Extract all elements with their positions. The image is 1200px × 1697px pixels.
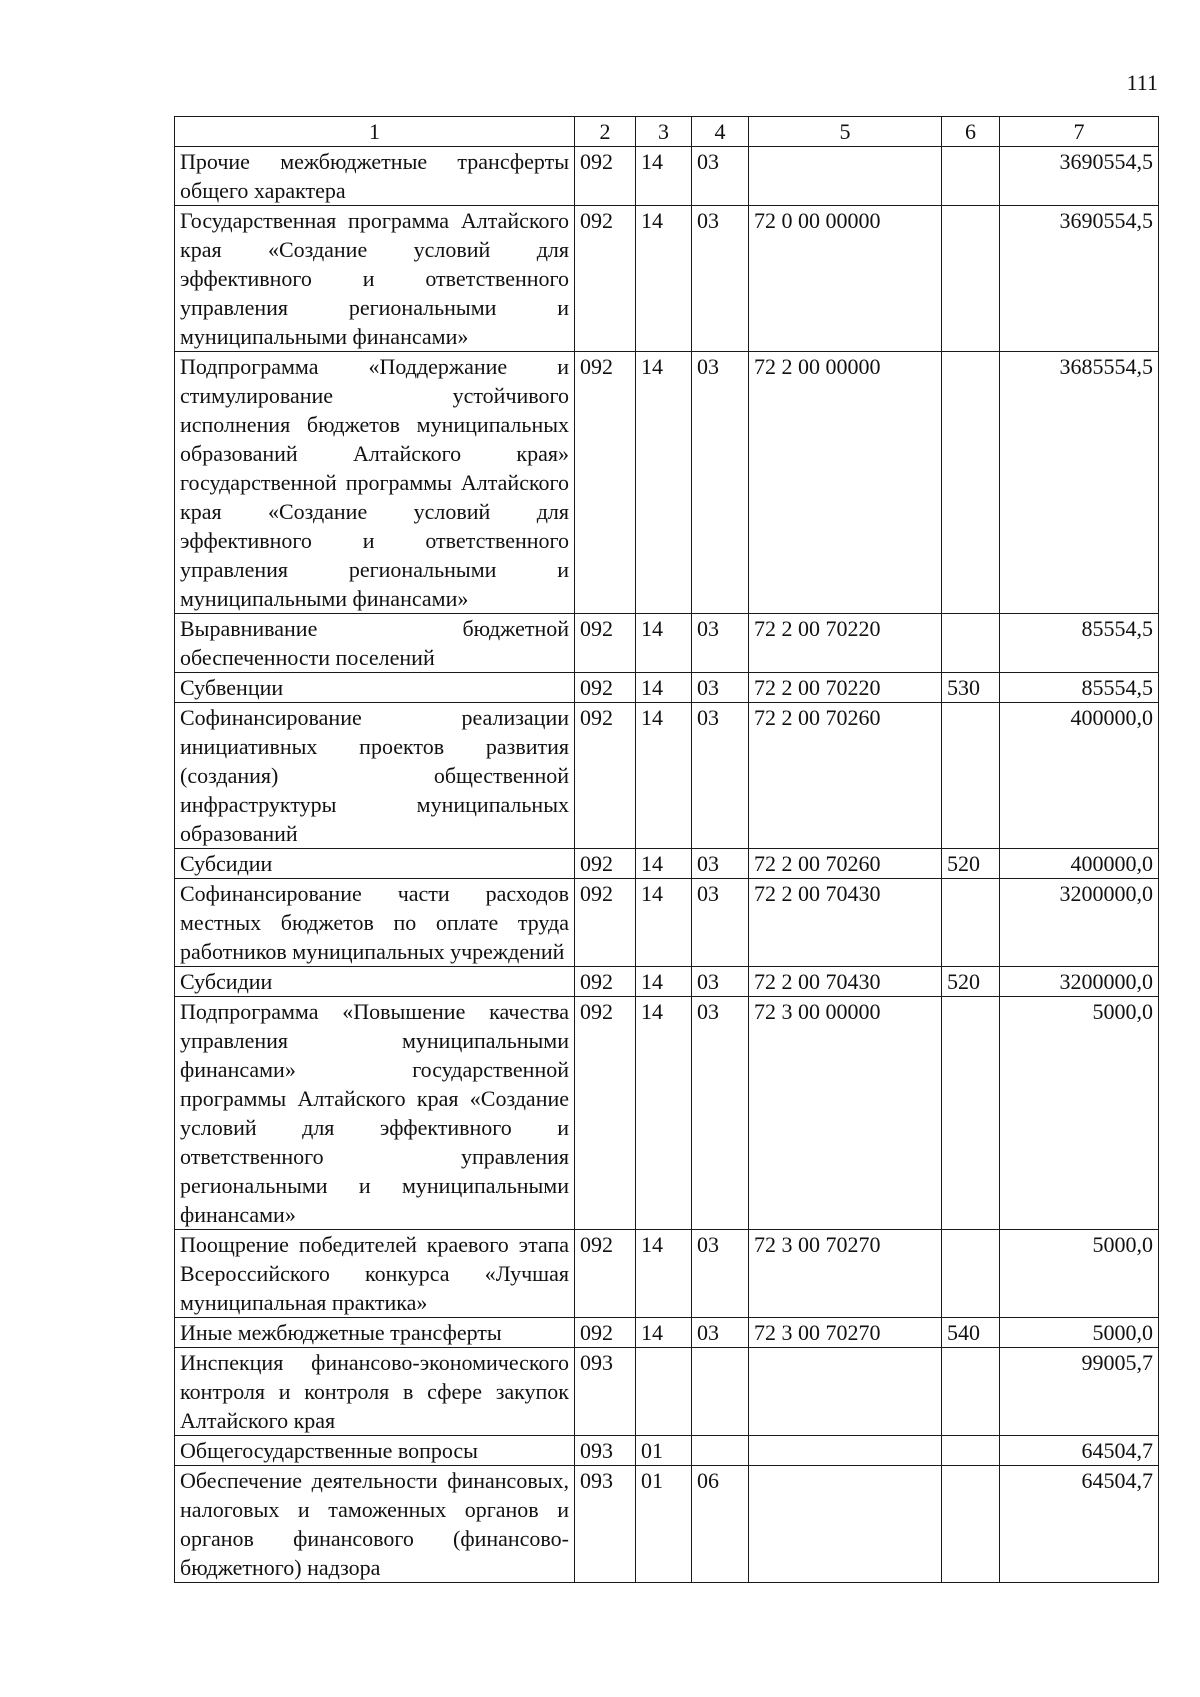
item-name-cell: Общегосударственные вопросы [175,1436,575,1466]
code-subsection-cell: 03 [692,673,749,703]
header-cell: 1 [175,117,575,147]
target-article-cell: 72 3 00 70270 [749,1230,942,1318]
code-subsection-cell: 03 [692,879,749,967]
code-subsection-cell: 03 [692,147,749,206]
expense-type-cell [942,1348,1000,1436]
code-ministry-cell: 092 [575,849,636,879]
table-row [175,1348,1159,1436]
table-row [175,1318,1159,1348]
code-ministry-cell: 092 [575,147,636,206]
amount-cell: 64504,7 [1000,1466,1159,1583]
amount-cell: 3690554,5 [1000,206,1159,352]
amount-cell: 3200000,0 [1000,967,1159,997]
code-subsection-cell: 06 [692,1466,749,1583]
code-section-cell: 01 [636,1466,692,1583]
code-ministry-cell: 092 [575,967,636,997]
table-row [175,703,1159,849]
expense-type-cell: 540 [942,1318,1000,1348]
code-section-cell: 14 [636,352,692,614]
code-ministry-cell: 092 [575,614,636,673]
expense-type-cell [942,1436,1000,1466]
item-name-cell: Выравнивание бюджетной обеспеченности поселений [175,614,575,673]
target-article-cell [749,147,942,206]
code-section-cell: 14 [636,849,692,879]
code-section-cell: 14 [636,997,692,1230]
table-row [175,147,1159,206]
budget-table [174,116,1159,1583]
header-cell: 5 [749,117,942,147]
page-number: 111 [1126,70,1158,95]
code-subsection-cell: 03 [692,849,749,879]
amount-cell: 3685554,5 [1000,352,1159,614]
code-ministry-cell: 093 [575,1348,636,1436]
amount-cell: 85554,5 [1000,673,1159,703]
target-article-cell [749,1466,942,1583]
amount-cell: 99005,7 [1000,1348,1159,1436]
code-ministry-cell: 092 [575,879,636,967]
code-section-cell: 14 [636,614,692,673]
amount-cell: 400000,0 [1000,703,1159,849]
expense-type-cell [942,997,1000,1230]
amount-cell: 5000,0 [1000,1318,1159,1348]
expense-type-cell [942,147,1000,206]
target-article-cell [749,1436,942,1466]
code-ministry-cell: 093 [575,1436,636,1466]
amount-cell: 85554,5 [1000,614,1159,673]
code-section-cell: 14 [636,147,692,206]
header-cell: 3 [636,117,692,147]
target-article-cell: 72 2 00 70220 [749,673,942,703]
expense-type-cell [942,614,1000,673]
amount-cell: 5000,0 [1000,997,1159,1230]
table-row [175,1466,1159,1583]
table-row [175,206,1159,352]
target-article-cell: 72 2 00 70260 [749,849,942,879]
code-section-cell: 14 [636,206,692,352]
target-article-cell: 72 2 00 70430 [749,879,942,967]
item-name-cell: Поощрение победителей краевого этапа Всероссийского конкурса «Лучшая муниципальная практика» [175,1230,575,1318]
item-name-cell: Софинансирование реализации инициативных проектов развития (создания) общественной инфраструктуры муниципальных образований [175,703,575,849]
code-section-cell: 14 [636,1318,692,1348]
amount-cell: 3200000,0 [1000,879,1159,967]
expense-type-cell [942,352,1000,614]
code-section-cell: 14 [636,703,692,849]
header-row [175,117,1159,147]
code-ministry-cell: 092 [575,673,636,703]
expense-type-cell: 520 [942,967,1000,997]
code-section-cell: 14 [636,879,692,967]
code-subsection-cell: 03 [692,997,749,1230]
expense-type-cell [942,879,1000,967]
table-row [175,352,1159,614]
code-subsection-cell [692,1436,749,1466]
table-row [175,967,1159,997]
expense-type-cell: 530 [942,673,1000,703]
code-ministry-cell: 092 [575,1318,636,1348]
item-name-cell: Иные межбюджетные трансферты [175,1318,575,1348]
code-ministry-cell: 092 [575,1230,636,1318]
table-row [175,997,1159,1230]
expense-type-cell [942,1230,1000,1318]
expense-type-cell [942,703,1000,849]
target-article-cell: 72 2 00 70430 [749,967,942,997]
code-ministry-cell: 092 [575,703,636,849]
header-cell: 2 [575,117,636,147]
code-subsection-cell: 03 [692,352,749,614]
table-row [175,673,1159,703]
code-subsection-cell [692,1348,749,1436]
code-ministry-cell: 092 [575,206,636,352]
code-section-cell: 14 [636,1230,692,1318]
table-row [175,614,1159,673]
code-section-cell: 14 [636,673,692,703]
expense-type-cell: 520 [942,849,1000,879]
code-ministry-cell: 093 [575,1466,636,1583]
table-row [175,1436,1159,1466]
code-subsection-cell: 03 [692,1318,749,1348]
amount-cell: 400000,0 [1000,849,1159,879]
item-name-cell: Софинансирование части расходов местных бюджетов по оплате труда работников муниципальных учреждений [175,879,575,967]
item-name-cell: Субсидии [175,967,575,997]
item-name-cell: Подпрограмма «Повышение качества управления муниципальными финансами» государственной программы Алтайского края «Создание условий для эффективного и ответственного управления региональными и муниципальными финансами» [175,997,575,1230]
code-section-cell [636,1348,692,1436]
target-article-cell: 72 2 00 70260 [749,703,942,849]
target-article-cell [749,1348,942,1436]
code-subsection-cell: 03 [692,206,749,352]
code-subsection-cell: 03 [692,614,749,673]
item-name-cell: Субвенции [175,673,575,703]
expense-type-cell [942,206,1000,352]
amount-cell: 3690554,5 [1000,147,1159,206]
table-row [175,1230,1159,1318]
header-cell: 6 [942,117,1000,147]
code-subsection-cell: 03 [692,703,749,849]
header-cell: 7 [1000,117,1159,147]
item-name-cell: Государственная программа Алтайского края «Создание условий для эффективного и ответственного управления региональными и муниципальными финансами» [175,206,575,352]
item-name-cell: Инспекция финансово-экономического контроля и контроля в сфере закупок Алтайского края [175,1348,575,1436]
target-article-cell: 72 3 00 70270 [749,1318,942,1348]
amount-cell: 64504,7 [1000,1436,1159,1466]
code-section-cell: 14 [636,967,692,997]
amount-cell: 5000,0 [1000,1230,1159,1318]
target-article-cell: 72 2 00 00000 [749,352,942,614]
code-subsection-cell: 03 [692,1230,749,1318]
expense-type-cell [942,1466,1000,1583]
table-row [175,879,1159,967]
item-name-cell: Подпрограмма «Поддержание и стимулирование устойчивого исполнения бюджетов муниципальных образований Алтайского края» государственной программы Алтайского края «Создание условий для эффективного и ответственного управления региональными и муниципальными финансами» [175,352,575,614]
code-ministry-cell: 092 [575,352,636,614]
code-ministry-cell: 092 [575,997,636,1230]
target-article-cell: 72 2 00 70220 [749,614,942,673]
table-row [175,849,1159,879]
header-cell: 4 [692,117,749,147]
code-subsection-cell: 03 [692,967,749,997]
item-name-cell: Обеспечение деятельности финансовых, налоговых и таможенных органов и органов финансового (финансово-бюджетного) надзора [175,1466,575,1583]
code-section-cell: 01 [636,1436,692,1466]
target-article-cell: 72 0 00 00000 [749,206,942,352]
item-name-cell: Субсидии [175,849,575,879]
target-article-cell: 72 3 00 00000 [749,997,942,1230]
item-name-cell: Прочие межбюджетные трансферты общего характера [175,147,575,206]
